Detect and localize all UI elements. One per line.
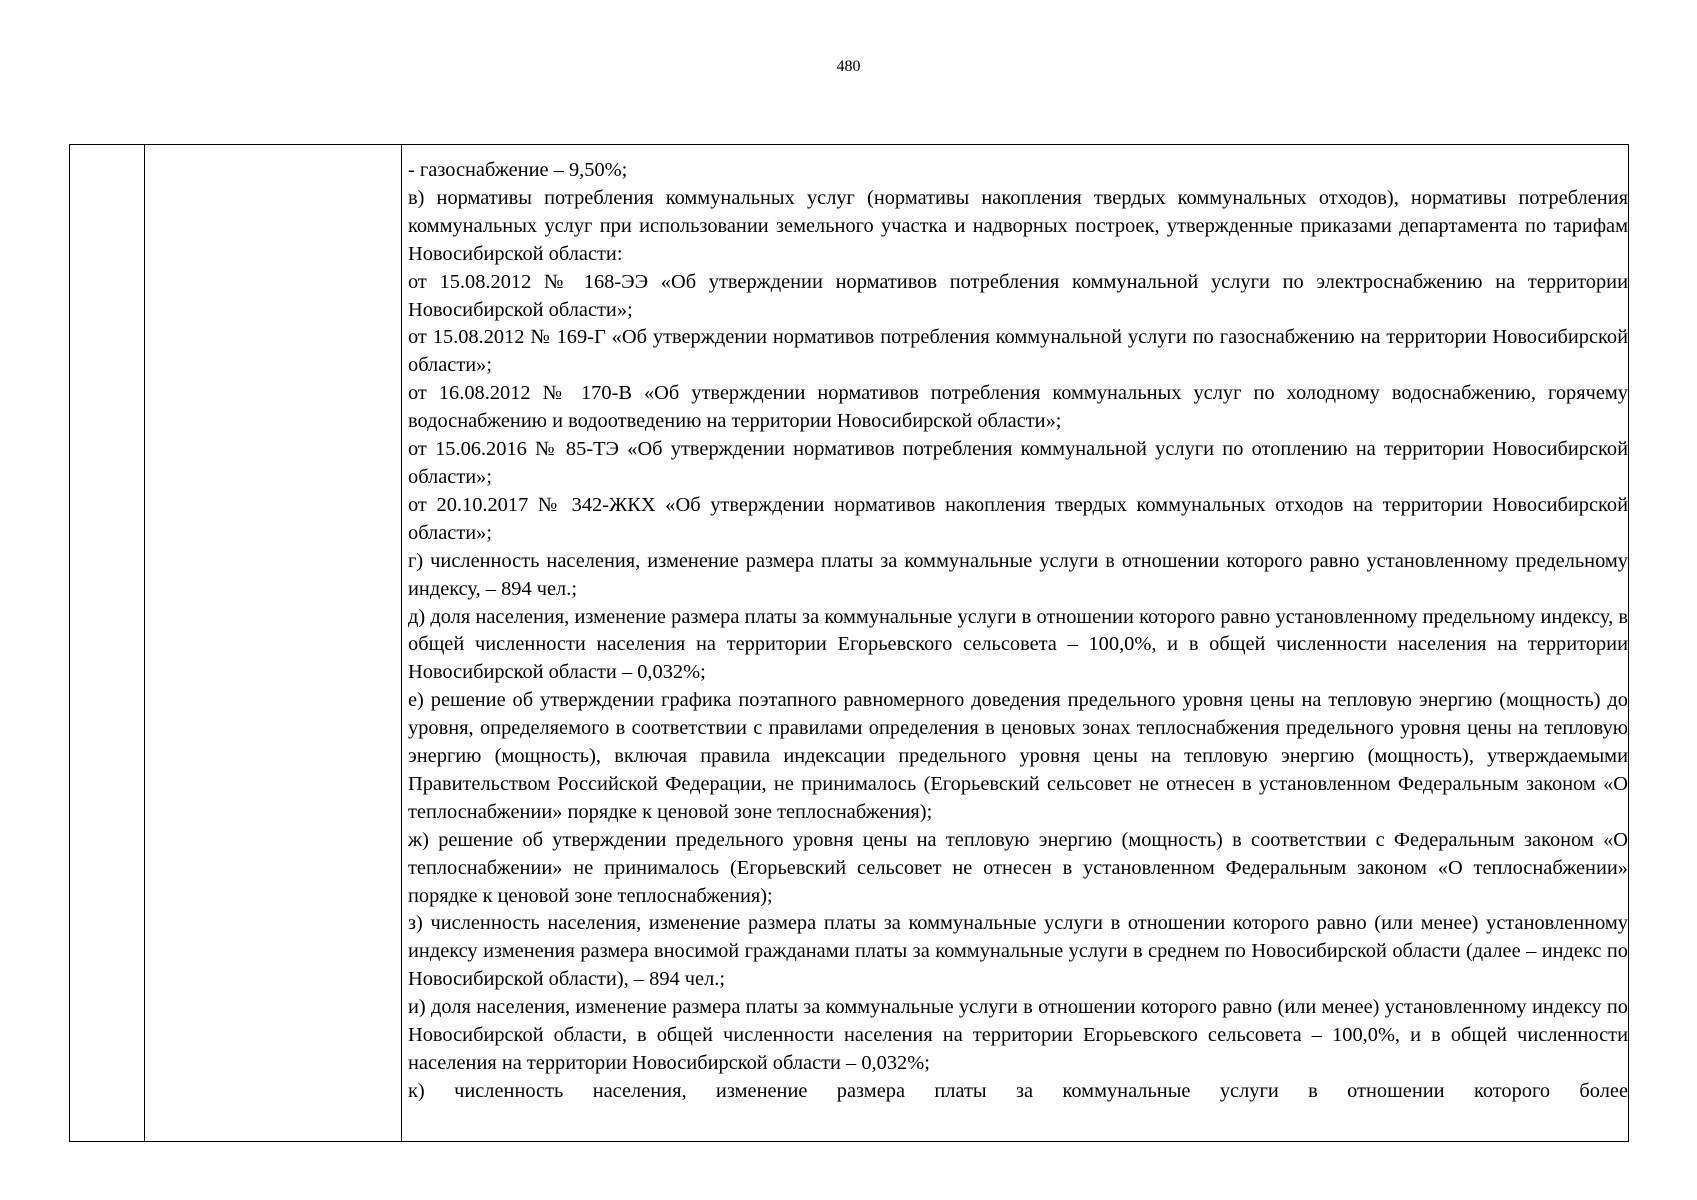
paragraph-order-170-v: от 16.08.2012 № 170-В «Об утверждении нормативов потребления коммунальных услуг по холодному водоснабжению, горячему водоснабжению и водоотведению на территории Новосибирской области»; [408, 382, 1628, 433]
paragraph-order-85-te: от 15.06.2016 № 85-ТЭ «Об утверждении нормативов потребления коммунальной услуги по отоплению на территории Новосибирской области»; [408, 438, 1628, 488]
paragraph-population-count-regional-index: з) численность населения, изменение размера платы за коммунальные услуги в отношении которого равно (или менее) установленному индексу изменения размера вносимой гражданами платы за коммунальные услуги в среднем по Новосибирской области (далее – индекс по Новосибирской области), – 894 чел.; [408, 912, 1628, 991]
paragraph-gas-supply-share: - газоснабжение – 9,50%; [408, 159, 628, 181]
paragraph-order-168-ee: от 15.08.2012 № 168-ЭЭ «Об утверждении нормативов потребления коммунальной услуги по электроснабжению на территории Новосибирской области»; [408, 270, 1628, 321]
column-divider-2 [401, 145, 402, 1141]
paragraph-population-share-limit: д) доля населения, изменение размера платы за коммунальные услуги в отношении которого равно установленному предельному индексу, в общей численности населения на территории Егорьевского сельсовета – 100,0%, и в общей численности населения на территории Новосибирской области – 0,032%; [408, 605, 1628, 684]
text-cell [408, 157, 1628, 1106]
paragraph-population-share-regional-index: и) доля населения, изменение размера платы за коммунальные услуги в отношении которого равно (или менее) установленному индексу по Новосибирской области, в общей численности населения на территории Егорьевского сельсовета – 100,0%, и в общей численности населения на территории Новосибирской области – 0,032%; [408, 996, 1628, 1074]
page-number: 480 [836, 58, 861, 75]
paragraph-population-count-above: к) численность населения, изменение размера платы за коммунальные услуги в отношении которого более [408, 1079, 1628, 1102]
document-table [69, 144, 1629, 1142]
paragraph-heat-price-schedule: е) решение об утверждении графика поэтапного равномерного доведения предельного уровня цены на тепловую энергию (мощность) до уровня, определяемого в соответствии с правилами определения в ценовых зонах теплоснабжения предельного уровня цены на тепловую энергию (мощность), включая правила индексации предельного уровня цены на тепловую энергию (мощность), утверждаемыми Правительством Российской Федерации, не принималось (Егорьевский сельсовет не отнесен в установленном Федеральным законом «О теплоснабжении» порядке к ценовой зоне теплоснабжения); [408, 689, 1628, 823]
paragraph-consumption-norms: в) нормативы потребления коммунальных услуг (нормативы накопления твердых коммунальных отходов), нормативы потребления коммунальных услуг при использовании земельного участка и надворных построек, утвержденные приказами департамента по тарифам Новосибирской области: [408, 186, 1628, 265]
paragraph-order-342-zhkh: от 20.10.2017 № 342-ЖКХ «Об утверждении нормативов накопления твердых коммунальных отходов на территории Новосибирской области»; [408, 493, 1628, 544]
column-divider-1 [144, 145, 145, 1141]
paragraph-heat-price-limit: ж) решение об утверждении предельного уровня цены на тепловую энергию (мощность) в соответствии с Федеральным законом «О теплоснабжении» не принималось (Егорьевский сельсовет не отнесен в установленном Федеральным законом «О теплоснабжении» порядке к ценовой зоне теплоснабжения); [408, 828, 1628, 907]
paragraph-population-count-limit: г) численность населения, изменение размера платы за коммунальные услуги в отношении которого равно установленному предельному индексу, – 894 чел.; [408, 549, 1628, 600]
paragraph-order-169-g: от 15.08.2012 № 169-Г «Об утверждении нормативов потребления коммунальной услуги по газоснабжению на территории Новосибирской области»; [408, 326, 1628, 377]
